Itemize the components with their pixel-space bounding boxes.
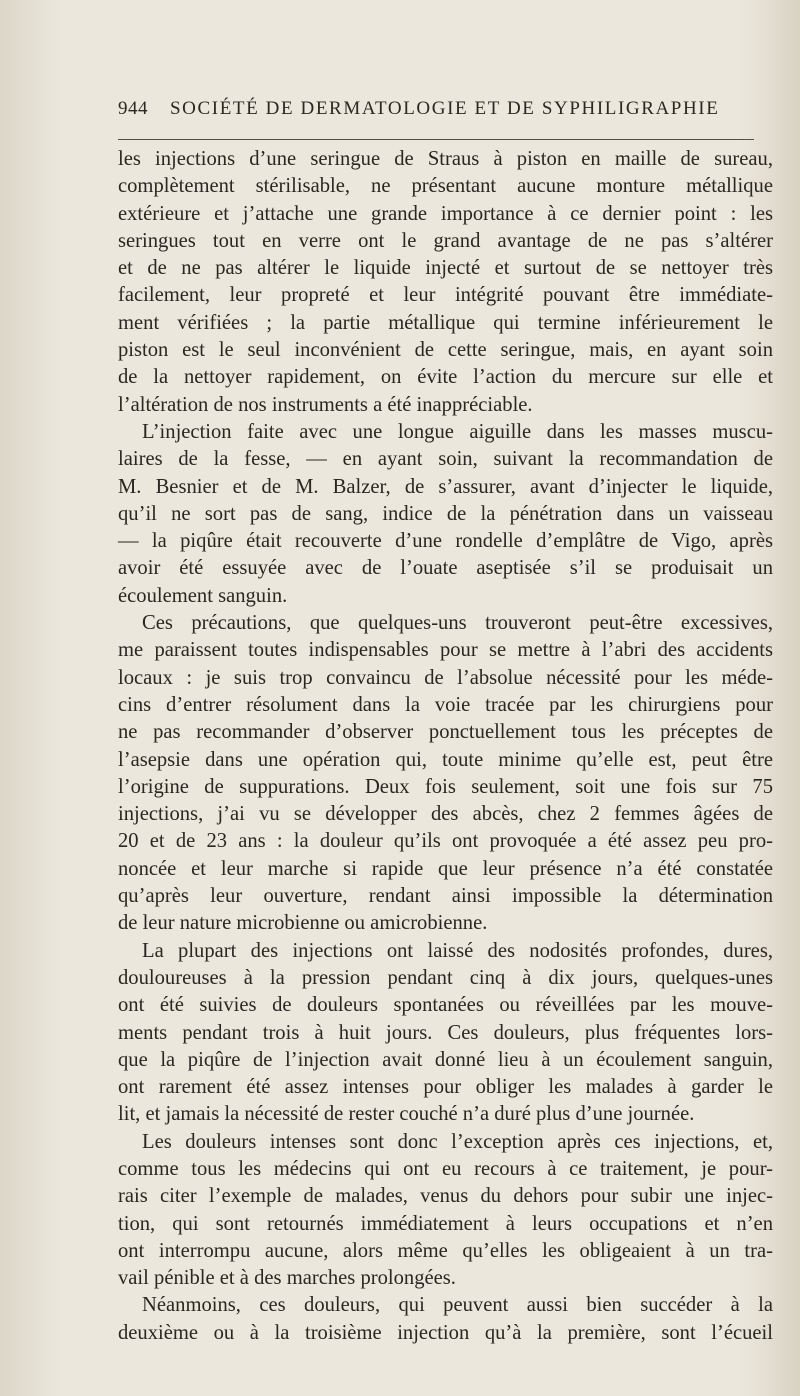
- text-line: ont interrompu aucune, alors même qu’elles les obligeaient à un tra-: [118, 1239, 773, 1262]
- text-line: La plupart des injections ont laissé des nodosités profondes, dures,: [142, 939, 773, 962]
- text-line: L’injection faite avec une longue aiguille dans les masses muscu-: [142, 420, 773, 443]
- text-line: vail pénible et à des marches prolongées.: [118, 1267, 456, 1290]
- text-line: noncée et leur marche si rapide que leur présence n’a été constatée: [118, 857, 773, 880]
- text-line: extérieure et j’attache une grande importance à ce dernier point : les: [118, 202, 773, 225]
- text-line: facilement, leur propreté et leur intégrité pouvant être immédiate-: [118, 284, 773, 307]
- page-number: 944: [118, 98, 148, 119]
- running-header: [118, 98, 718, 124]
- text-line: ont été suivies de douleurs spontanées ou réveillées par les mouve-: [118, 994, 773, 1017]
- text-line: qu’après leur ouverture, rendant ainsi impossible la détermination: [118, 885, 773, 908]
- text-line: laires de la fesse, — en ayant soin, suivant la recommandation de: [118, 448, 773, 471]
- text-line: l’asepsie dans une opération qui, toute minime qu’elle est, peut être: [118, 748, 773, 771]
- body-text: [118, 146, 773, 1347]
- text-line: lit, et jamais la nécessité de rester couché n’a duré plus d’une journée.: [118, 1103, 695, 1126]
- text-line: rais citer l’exemple de malades, venus du dehors pour subir une injec-: [118, 1185, 773, 1208]
- text-line: me paraissent toutes indispensables pour se mettre à l’abri des accidents: [118, 639, 773, 662]
- text-line: tion, qui sont retournés immédiatement à leurs occupations et n’en: [118, 1212, 773, 1235]
- text-line: M. Besnier et de M. Balzer, de s’assurer, avant d’injecter le liquide,: [118, 475, 773, 498]
- text-line: de la nettoyer rapidement, on évite l’action du mercure sur elle et: [118, 366, 773, 389]
- text-line: avoir été essuyée avec de l’ouate aseptisée s’il se produisait un: [118, 557, 773, 580]
- text-line: complètement stérilisable, ne présentant aucune monture métallique: [118, 175, 773, 198]
- text-line: ments pendant trois à huit jours. Ces douleurs, plus fréquentes lors-: [118, 1021, 773, 1044]
- text-line: Néanmoins, ces douleurs, qui peuvent aussi bien succéder à la: [142, 1294, 773, 1317]
- text-line: deuxième ou à la troisième injection qu’à la première, sont l’écueil: [118, 1321, 773, 1344]
- text-line: écoulement sanguin.: [118, 584, 288, 607]
- text-line: seringues tout en verre ont le grand avantage de ne pas s’altérer: [118, 229, 773, 252]
- text-line: ment vérifiées ; la partie métallique qui termine inférieurement le: [118, 311, 773, 334]
- text-line: cins d’entrer résolument dans la voie tracée par les chirurgiens pour: [118, 693, 773, 716]
- text-line: et de ne pas altérer le liquide injecté et surtout de se nettoyer très: [118, 257, 773, 280]
- text-line: l’origine de suppurations. Deux fois seulement, soit une fois sur 75: [118, 775, 773, 798]
- text-line: Les douleurs intenses sont donc l’exception après ces injections, et,: [142, 1130, 773, 1153]
- text-line: locaux : je suis trop convaincu de l’absolue nécessité pour les méde-: [118, 666, 773, 689]
- text-line: douloureuses à la pression pendant cinq à dix jours, quelques-unes: [118, 966, 773, 989]
- text-line: que la piqûre de l’injection avait donné lieu à un écoulement sanguin,: [118, 1048, 773, 1071]
- text-line: ne pas recommander d’observer ponctuellement tous les préceptes de: [118, 721, 773, 744]
- text-line: piston est le seul inconvénient de cette seringue, mais, en ayant soin: [118, 339, 773, 362]
- text-line: — la piqûre était recouverte d’une rondelle d’emplâtre de Vigo, après: [118, 530, 773, 553]
- text-line: injections, j’ai vu se développer des abcès, chez 2 femmes âgées de: [118, 803, 773, 826]
- text-line: 20 et de 23 ans : la douleur qu’ils ont provoquée a été assez peu pro-: [118, 830, 773, 853]
- text-line: les injections d’une seringue de Straus à piston en maille de sureau,: [118, 148, 773, 170]
- text-line: Ces précautions, que quelques-uns trouveront peut-être excessives,: [142, 612, 773, 635]
- text-line: ont rarement été assez intenses pour obliger les malades à garder le: [118, 1076, 773, 1099]
- running-title: SOCIÉTÉ DE DERMATOLOGIE ET DE SYPHILIGRAPHIE: [170, 98, 720, 119]
- text-line: l’altération de nos instruments a été inappréciable.: [118, 393, 533, 416]
- text-line: comme tous les médecins qui ont eu recours à ce traitement, je pour-: [118, 1157, 773, 1180]
- text-line: de leur nature microbienne ou amicrobienne.: [118, 912, 488, 935]
- text-line: qu’il ne sort pas de sang, indice de la pénétration dans un vaisseau: [118, 502, 773, 525]
- header-rule: [118, 139, 754, 140]
